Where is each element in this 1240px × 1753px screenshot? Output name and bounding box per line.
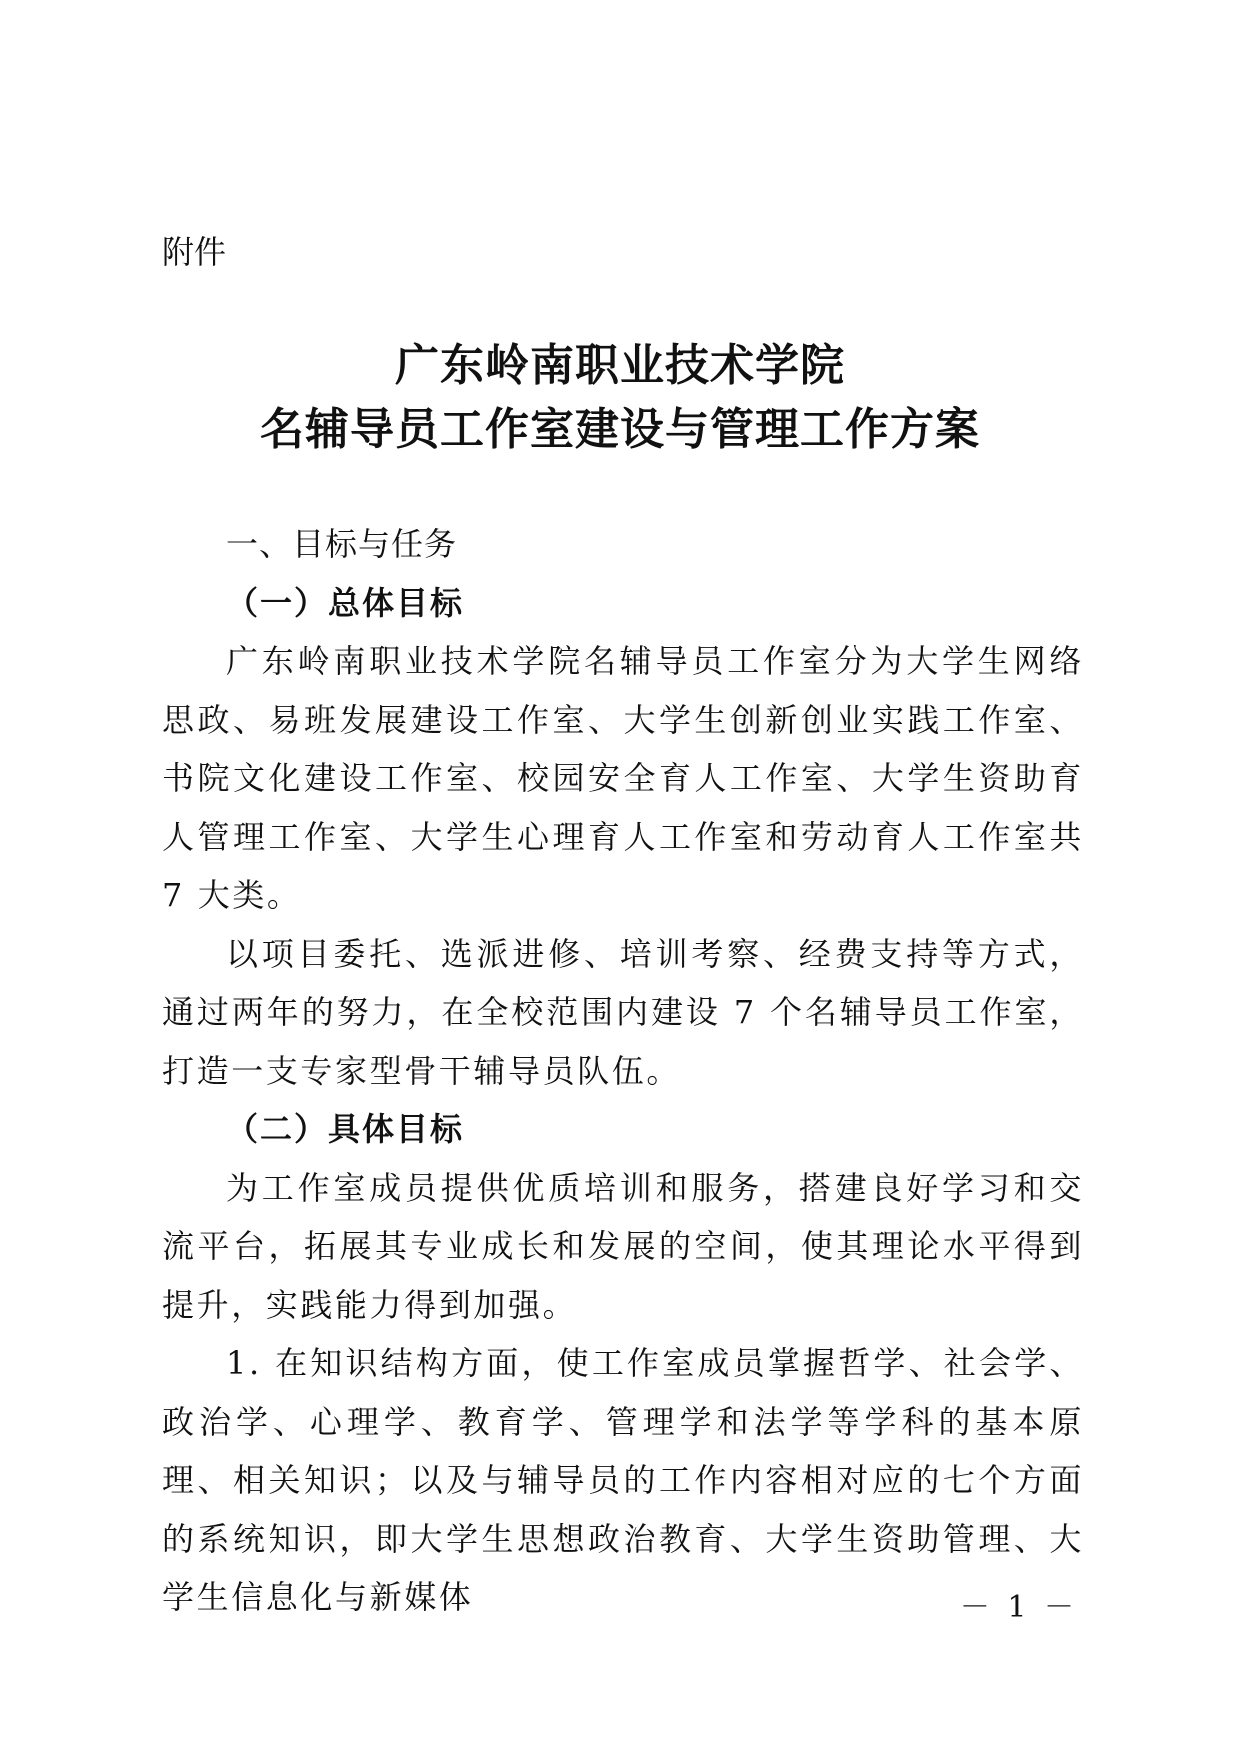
document-body xyxy=(162,515,1084,1627)
document-title-line-2: 名辅导员工作室建设与管理工作方案 xyxy=(260,404,980,455)
paragraph-overall-goal-1: 广东岭南职业技术学院名辅导员工作室分为大学生网络思政、易班发展建设工作室、大学生创新创业实践工作室、书院文化建设工作室、校园安全育人工作室、大学生资助育人管理工作室、大学生心理育人工作室和劳动育人工作室共 7 大类。 xyxy=(162,642,1084,914)
subsection-heading-specific-goals: （二）具体目标 xyxy=(226,1110,465,1148)
attachment-label: 附件 xyxy=(162,233,227,271)
page-number: － 1 － xyxy=(959,1590,1078,1625)
section-heading-goals-and-tasks: 一、目标与任务 xyxy=(226,525,458,563)
paragraph-specific-goals-1: 为工作室成员提供优质培训和服务，搭建良好学习和交流平台，拓展其专业成长和发展的空间，使其理论水平得到提升，实践能力得到加强。 xyxy=(162,1168,1084,1324)
document-title-line-1: 广东岭南职业技术学院 xyxy=(395,340,845,391)
paragraph-overall-goal-2: 以项目委托、选派进修、培训考察、经费支持等方式，通过两年的努力，在全校范围内建设 7 个名辅导员工作室，打造一支专家型骨干辅导员队伍。 xyxy=(162,934,1084,1090)
paragraph-specific-goals-2: 1. 在知识结构方面，使工作室成员掌握哲学、社会学、政治学、心理学、教育学、管理学和法学等学科的基本原理、相关知识；以及与辅导员的工作内容相对应的七个方面的系统知识，即大学生思想政治教育、大学生资助管理、大学生信息化与新媒体 xyxy=(162,1344,1084,1616)
subsection-heading-overall-goal: （一）总体目标 xyxy=(226,583,465,622)
